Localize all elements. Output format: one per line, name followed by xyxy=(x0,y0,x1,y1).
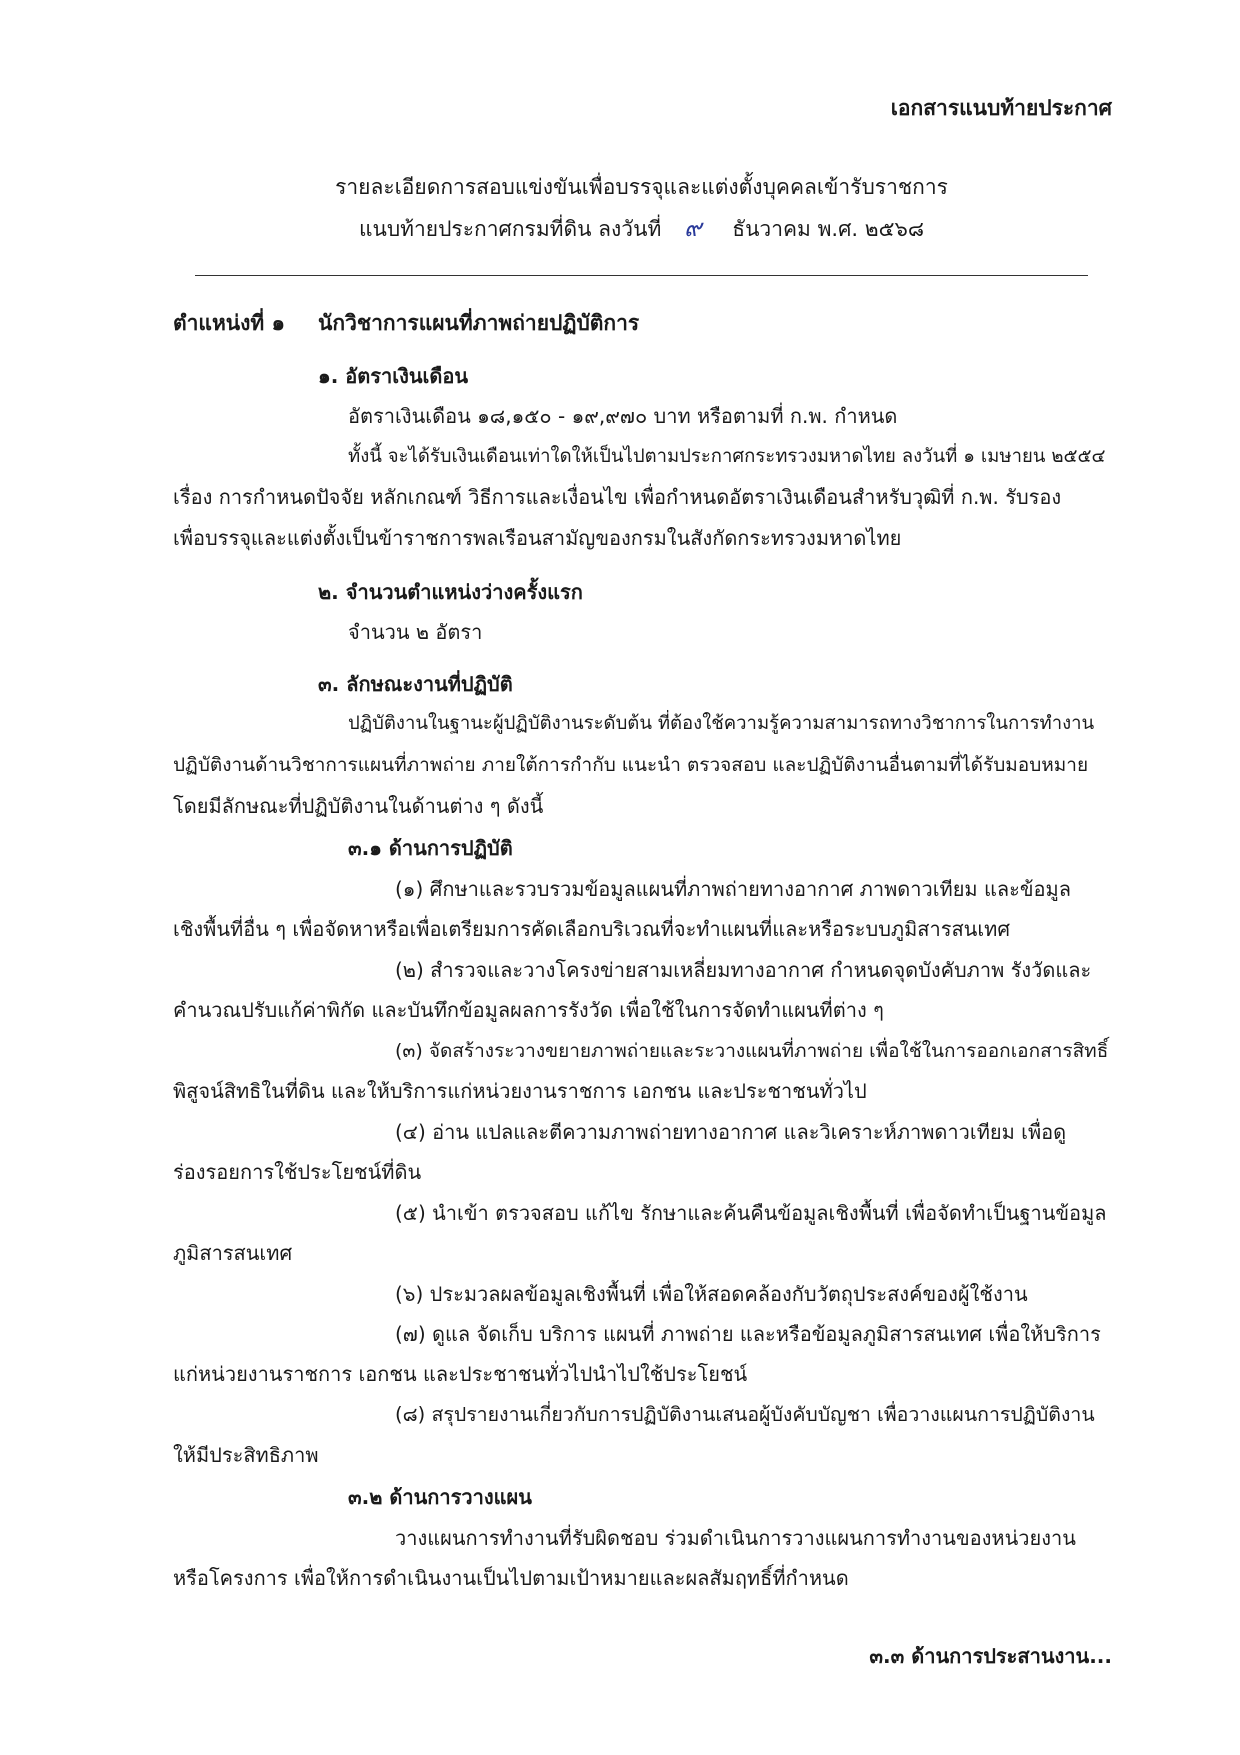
duty-item-7-line2: แก่หน่วยงานราชการ เอกชน และประชาชนทั่วไปนำไปใช้ประโยชน์ xyxy=(173,1362,748,1386)
duty-item-8-line2: ให้มีประสิทธิภาพ xyxy=(173,1443,319,1467)
section-1-heading: ๑. อัตราเงินเดือน xyxy=(318,364,469,388)
duty-item-1-line1: (๑) ศึกษาและรวบรวมข้อมูลแผนที่ภาพถ่ายทางอากาศ ภาพดาวเทียม และข้อมูล xyxy=(395,877,1071,901)
duty-item-7-line1: (๗) ดูแล จัดเก็บ บริการ แผนที่ ภาพถ่าย และหรือข้อมูลภูมิสารสนเทศ เพื่อให้บริการ xyxy=(395,1322,1101,1346)
document-title-line2 xyxy=(195,214,1088,243)
job-description-line3: โดยมีลักษณะที่ปฏิบัติงานในด้านต่าง ๆ ดังนี้ xyxy=(173,794,544,818)
header-divider xyxy=(195,275,1088,276)
salary-note-line2: เรื่อง การกำหนดปัจจัย หลักเกณฑ์ วิธีการและเงื่อนไข เพื่อกำหนดอัตราเงินเดือนสำหรับวุฒิที่ ก.พ. รับรอง xyxy=(173,485,1062,509)
duty-item-5-line2: ภูมิสารสนเทศ xyxy=(173,1241,293,1265)
section-3-2-heading: ๓.๒ ด้านการวางแผน xyxy=(348,1485,532,1509)
duty-item-3-line1: (๓) จัดสร้างระวางขยายภาพถ่ายและระวางแผนที่ภาพถ่าย เพื่อใช้ในการออกเอกสารสิทธิ์ xyxy=(395,1040,1109,1062)
planning-line1: วางแผนการทำงานที่รับผิดชอบ ร่วมดำเนินการวางแผนการทำงานของหน่วยงาน xyxy=(395,1526,1076,1550)
continuation-note: ๓.๓ ด้านการประสานงาน... xyxy=(869,1644,1112,1668)
salary-rate-text: อัตราเงินเดือน ๑๘,๑๕๐ - ๑๙,๙๗๐ บาท หรือตามที่ ก.พ. กำหนด xyxy=(348,404,898,428)
duty-item-4-line1: (๔) อ่าน แปลและตีความภาพถ่ายทางอากาศ และวิเคราะห์ภาพดาวเทียม เพื่อดู xyxy=(395,1120,1067,1144)
title-date-suffix: ธันวาคม พ.ศ. ๒๕๖๘ xyxy=(732,217,925,241)
title-date-prefix: แนบท้ายประกาศกรมที่ดิน ลงวันที่ xyxy=(358,217,662,241)
duty-item-5-line1: (๕) นำเข้า ตรวจสอบ แก้ไข รักษาและค้นคืนข้อมูลเชิงพื้นที่ เพื่อจัดทำเป็นฐานข้อมูล xyxy=(395,1201,1107,1225)
duty-item-2-line2: คำนวณปรับแก้ค่าพิกัด และบันทึกข้อมูลผลการรังวัด เพื่อใช้ในการจัดทำแผนที่ต่าง ๆ xyxy=(173,998,884,1022)
job-description-line1: ปฏิบัติงานในฐานะผู้ปฏิบัติงานระดับต้น ที่ต้องใช้ความรู้ความสามารถทางวิชาการในการทำงาน xyxy=(348,713,1095,734)
planning-line2: หรือโครงการ เพื่อให้การดำเนินงานเป็นไปตามเป้าหมายและผลสัมฤทธิ์ที่กำหนด xyxy=(173,1566,849,1590)
job-description-line2: ปฏิบัติงานด้านวิชาการแผนที่ภาพถ่าย ภายใต้การกำกับ แนะนำ ตรวจสอบ และปฏิบัติงานอื่นตามที่ได้รับมอบหมาย xyxy=(173,754,1089,776)
duty-item-6-line1: (๖) ประมวลผลข้อมูลเชิงพื้นที่ เพื่อให้สอดคล้องกับวัตถุประสงค์ของผู้ใช้งาน xyxy=(395,1282,1028,1306)
section-2-heading: ๒. จำนวนตำแหน่งว่างครั้งแรก xyxy=(318,580,583,604)
document-title-line1: รายละเอียดการสอบแข่งขันเพื่อบรรจุและแต่งตั้งบุคคลเข้ารับราชการ xyxy=(335,175,948,199)
annex-label: เอกสารแนบท้ายประกาศ xyxy=(890,96,1112,120)
vacancy-count-text: จำนวน ๒ อัตรา xyxy=(348,620,483,644)
duty-item-2-line1: (๒) สำรวจและวางโครงข่ายสามเหลี่ยมทางอากาศ กำหนดจุดบังคับภาพ รังวัดและ xyxy=(395,958,1092,982)
section-3-1-heading: ๓.๑ ด้านการปฏิบัติ xyxy=(348,836,513,860)
duty-item-8-line1: (๘) สรุปรายงานเกี่ยวกับการปฏิบัติงานเสนอผู้บังคับบัญชา เพื่อวางแผนการปฏิบัติงาน xyxy=(395,1403,1095,1426)
position-label: ตำแหน่งที่ ๑ xyxy=(173,311,285,335)
duty-item-3-line2: พิสูจน์สิทธิในที่ดิน และให้บริการแก่หน่วยงานราชการ เอกชน และประชาชนทั่วไป xyxy=(173,1079,867,1103)
handwritten-day: ๙ xyxy=(683,214,702,242)
duty-item-4-line2: ร่องรอยการใช้ประโยชน์ที่ดิน xyxy=(173,1160,422,1184)
section-3-heading: ๓. ลักษณะงานที่ปฏิบัติ xyxy=(318,672,513,696)
salary-note-line1: ทั้งนี้ จะได้รับเงินเดือนเท่าใดให้เป็นไปตามประกาศกระทรวงมหาดไทย ลงวันที่ ๑ เมษายน ๒๕๕๔ xyxy=(348,446,1106,467)
duty-item-1-line2: เชิงพื้นที่อื่น ๆ เพื่อจัดหาหรือเพื่อเตรียมการคัดเลือกบริเวณที่จะทำแผนที่และหรือระบบภูมิสารสนเทศ xyxy=(173,917,1011,941)
position-name: นักวิชาการแผนที่ภาพถ่ายปฏิบัติการ xyxy=(318,311,640,335)
salary-note-line3: เพื่อบรรจุและแต่งตั้งเป็นข้าราชการพลเรือนสามัญของกรมในสังกัดกระทรวงมหาดไทย xyxy=(173,526,902,550)
